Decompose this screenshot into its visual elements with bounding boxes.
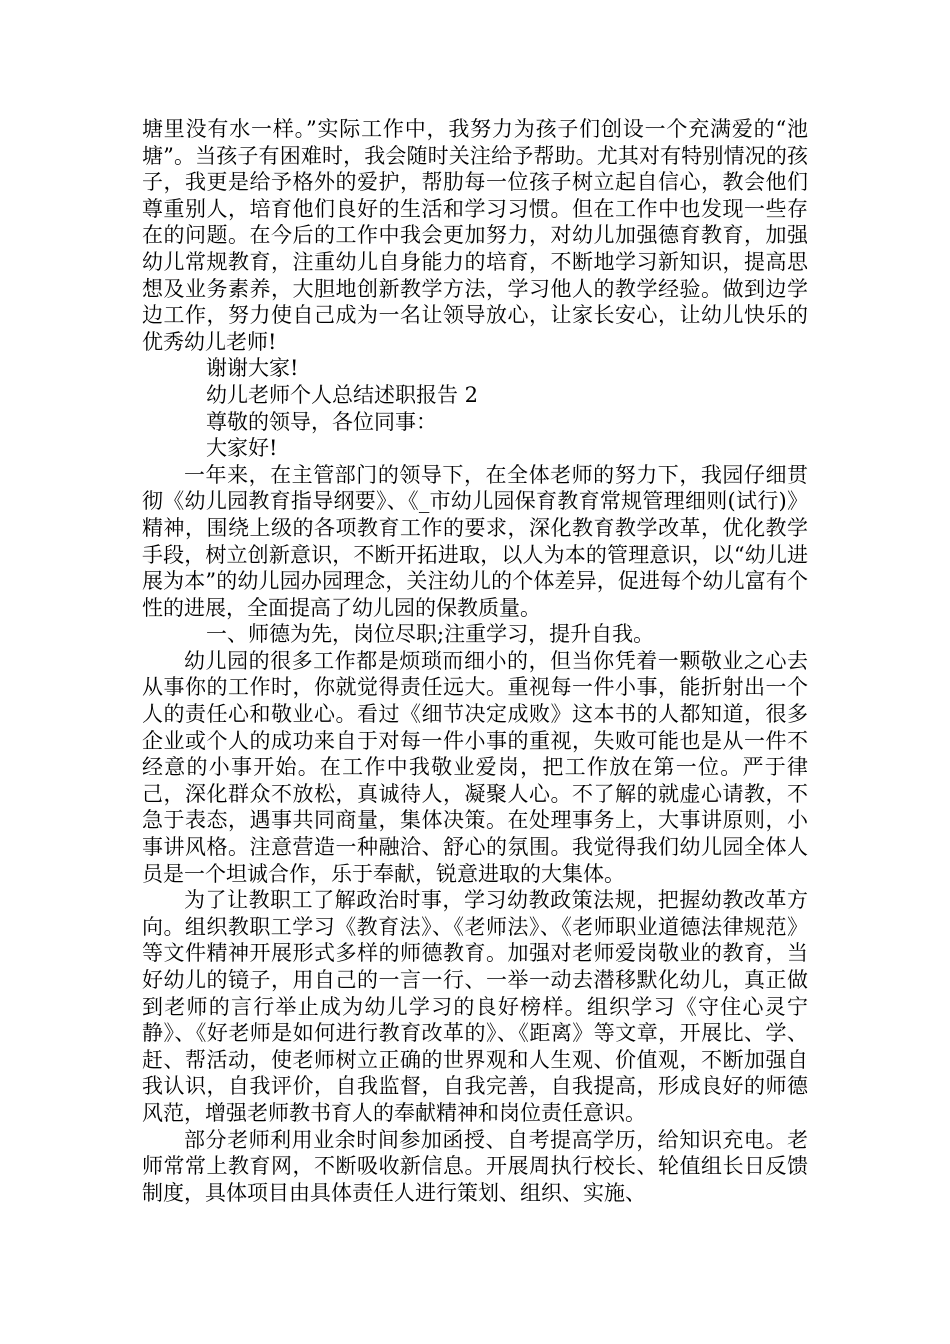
paragraph-closing: 塘里没有水一样。”实际工作中，我努力为孩子们创设一个充满爱的“池塘”。当孩子有困难时，我会随时关注给予帮助。尤其对有特别情况的孩子，我更是给予格外的爱护，帮肋每一位孩子树立起自信心，教会他们尊重别人，培育他们良好的生活和学习习惯。但在工作中也发现一些存在的问题。在今后的工作中我会更加努力，对幼儿加强德育教育，加强幼儿常规教育，注重幼儿自身能力的培育，不断地学习新知识，提高思想及业务素养，大胆地创新教学方法，学习他人的教学经验。做到边学边工作，努力使自己成为一名让领导放心，让家长安心，让幼儿快乐的优秀幼儿老师! <box>142 117 808 354</box>
paragraph-intro: 一年来，在主管部门的领导下，在全体老师的努力下，我园仔细贯彻《幼儿园教育指导纲要》、《_市幼儿园保育教育常规管理细则(试行)》精神，围绕上级的各项教育工作的要求，深化教育教学改革，优化教学手段，树立创新意识，不断开拓进取，以人为本的管理意识，以“幼儿进展为本”的幼儿园办园理念，关注幼儿的个体差异，促进每个幼儿富有个性的进展，全面提高了幼儿园的保教质量。 <box>142 462 808 620</box>
document-page <box>142 116 808 1206</box>
section-heading-1: 一、师德为先，岗位尽职;注重学习，提升自我。 <box>206 622 655 647</box>
greeting-line: 大家好! <box>206 436 278 461</box>
paragraph-duty: 幼儿园的很多工作都是烦琐而细小的，但当你凭着一颗敬业之心去从事你的工作时，你就觉得责任远大。重视每一件小事，能折射出一个人的责任心和敬业心。看过《细节决定成败》这本书的人都知道，很多企业或个人的成功来自于对每一件小事的重视，失败可能也是从一件不经意的小事开始。在工作中我敬业爱岗，把工作放在第一位。严于律己，深化群众不放松，真诚待人，凝聚人心。不了解的就虚心请教，不急于表态，遇事共同商量，集体决策。在处理事务上，大事讲原则，小事讲风格。注意营造一种融洽、舒心的氛围。我觉得我们幼儿园全体人员是一个坦诚合作，乐于奉献，锐意进取的大集体。 <box>142 648 808 886</box>
thanks-line: 谢谢大家! <box>206 356 299 381</box>
report-title: 幼儿老师个人总结述职报告 2 <box>206 382 479 407</box>
paragraph-learning: 部分老师利用业余时间参加函授、自考提高学历，给知识充电。老师常常上教育网，不断吸收新信息。开展周执行校长、轮值组长日反馈制度，具体项目由具体责任人进行策划、组织、实施、 <box>142 1127 808 1205</box>
salutation-line: 尊敬的领导，各位同事： <box>206 409 437 434</box>
paragraph-ethics: 为了让教职工了解政治时事，学习幼教政策法规，把握幼教改革方向。组织教职工学习《教育法》、《老师法》、《老师职业道德法律规范》等文件精神开展形式多样的师德教育。加强对老师爱岗敬业的教育，当好幼儿的镜子，用自己的一言一行、一举一动去潜移默化幼儿，真正做到老师的言行举止成为幼儿学习的良好榜样。组织学习《守住心灵宁静》、《好老师是如何进行教育改革的》、《距离》等文章，开展比、学、赶、帮活动，使老师树立正确的世界观和人生观、价值观，不断加强自我认识，自我评价，自我监督，自我完善，自我提高，形成良好的师德风范，增强老师教书育人的奉献精神和岗位责任意识。 <box>142 888 808 1125</box>
